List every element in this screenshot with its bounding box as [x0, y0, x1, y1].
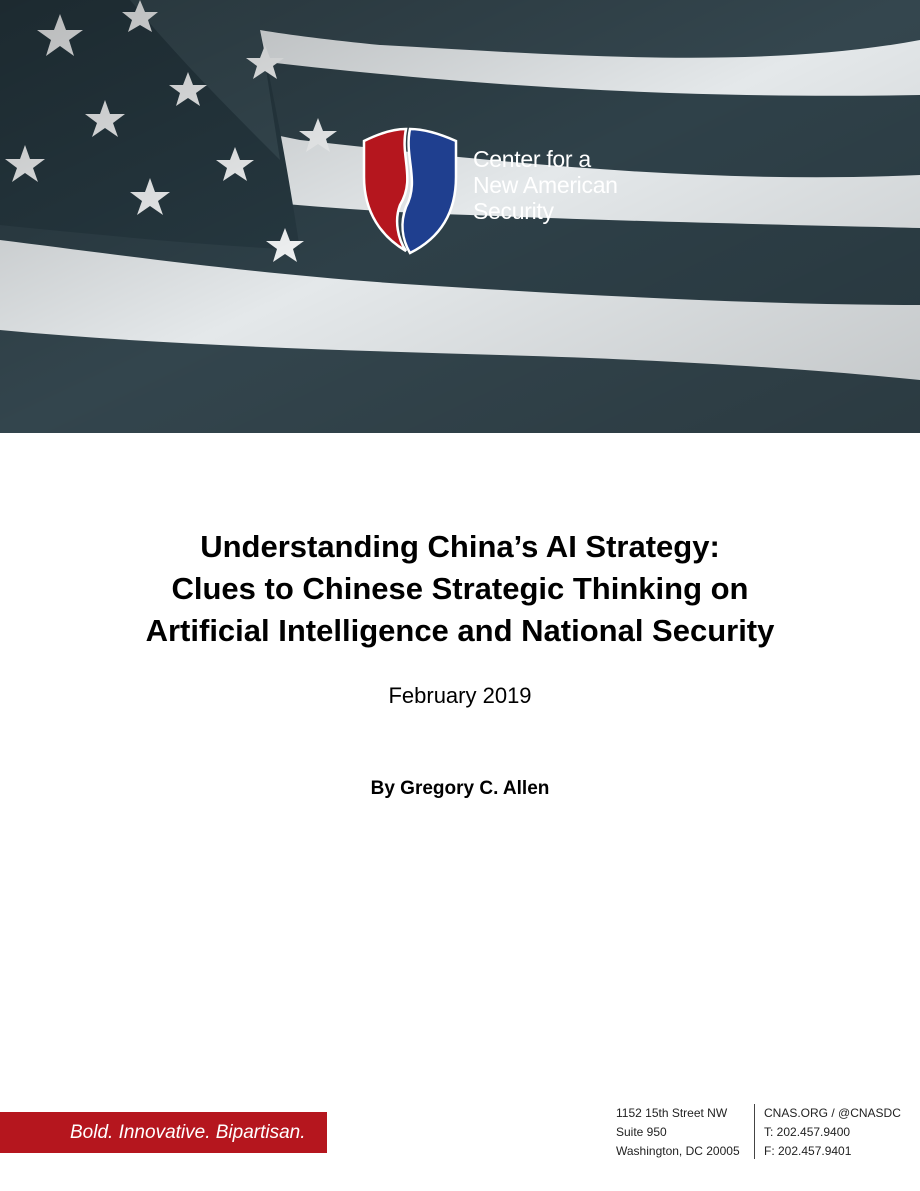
contact-fax: F: 202.457.9401	[764, 1144, 852, 1158]
footer-divider	[754, 1104, 755, 1159]
author-byline: By Gregory C. Allen	[370, 778, 550, 799]
cnas-logo	[360, 127, 660, 257]
tagline-banner	[0, 1112, 327, 1153]
cnas-shield-logo-icon	[360, 127, 460, 255]
title-line-1: Understanding China’s AI Strategy:	[200, 529, 720, 564]
org-name	[473, 146, 618, 224]
publication-date: February 2019	[388, 683, 532, 708]
contact-web[interactable]: CNAS.ORG / @CNASDC	[764, 1106, 901, 1120]
document-title	[0, 526, 920, 652]
contact-phone: T: 202.457.9400	[764, 1125, 851, 1139]
contact-block	[764, 1104, 901, 1161]
tagline-text: Bold. Innovative. Bipartisan.	[70, 1122, 306, 1143]
org-name-line-1: Center for a	[473, 146, 591, 172]
title-line-2: Clues to Chinese Strategic Thinking on	[171, 571, 749, 606]
title-line-3: Artificial Intelligence and National Security	[145, 613, 775, 648]
address-line-3: Washington, DC 20005	[616, 1144, 740, 1158]
address-block	[616, 1104, 740, 1161]
org-name-line-2: New American	[473, 172, 618, 198]
address-line-1: 1152 15th Street NW	[616, 1106, 728, 1120]
hero-flag-image	[0, 0, 920, 433]
org-name-line-3: Security	[473, 198, 554, 224]
address-line-2: Suite 950	[616, 1125, 667, 1139]
